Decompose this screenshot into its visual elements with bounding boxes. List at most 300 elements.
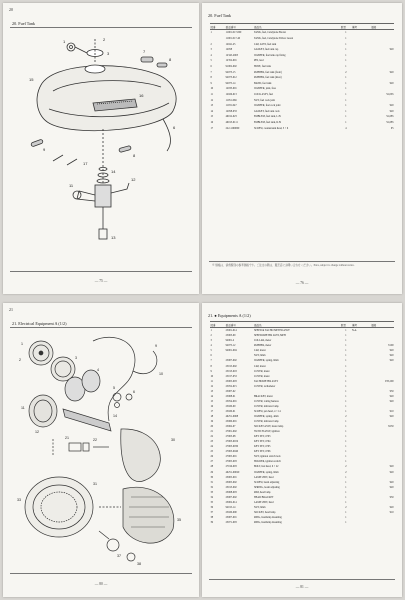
cell-ref-no: 7 (210, 359, 212, 363)
cell-ref-no: 35 (210, 500, 214, 504)
cell-price: ¥5 (390, 126, 394, 130)
cell-ref-no: 8 (210, 76, 212, 80)
cell-quantity: 2 (345, 505, 347, 509)
cell-description: COVER, indicator lamp (253, 420, 279, 424)
cell-description: HEAD BRACKET (253, 495, 274, 499)
cell-part-number: 92073-15 (225, 70, 236, 74)
col-part-no: 部品番号 (225, 322, 253, 328)
svg-text:1: 1 (21, 342, 23, 346)
cell-part-number: 23005-001 (225, 475, 237, 479)
cell-ref-no: 15 (210, 399, 214, 403)
col-qty: 数量 (340, 24, 351, 30)
svg-text:35: 35 (177, 518, 181, 522)
cell-ref-no: 7 (210, 70, 212, 74)
cell-quantity: 1 (345, 389, 347, 393)
cell-price: ¥250 (388, 425, 394, 429)
cell-part-number: 25054-001 (225, 399, 237, 403)
cell-description: EMBLEM, fuel tank, R.H. (253, 120, 282, 124)
svg-text:22: 22 (93, 438, 97, 442)
cell-ref-no: 23 (210, 440, 214, 444)
page-number: — 81 — (295, 585, 309, 589)
cell-price: ¥20 (389, 505, 394, 509)
cell-quantity: 1 (345, 329, 347, 333)
svg-text:8: 8 (169, 57, 172, 62)
col-ref-no: 図番 (210, 24, 225, 30)
section-title: 21. Electrical Equipment A (1/2) (12, 321, 67, 326)
cell-ref-no: 12 (210, 98, 214, 102)
cell-part-number: 92075-12 (225, 344, 236, 348)
cell-part-number: 12345-2003 (225, 53, 238, 57)
cell-ref-no: 37 (210, 510, 214, 514)
cell-quantity: 1 (345, 359, 347, 363)
cell-part-number: 92001-2 (225, 339, 235, 343)
cell-ref-no: 5 (210, 349, 212, 353)
cell-price: ¥20 (389, 399, 394, 403)
svg-text:13: 13 (111, 235, 116, 240)
cell-remarks (352, 125, 371, 131)
page-number: — 75 — (94, 279, 108, 283)
cell-ref-no: 16 (210, 404, 214, 408)
cell-price: ¥1,685 (386, 115, 394, 119)
col-remarks: 備考 (352, 24, 371, 30)
fuel-tank-exploded-diagram (23, 33, 188, 253)
cell-price: ¥50 (389, 389, 394, 393)
page-electrical-diagram (3, 303, 199, 597)
cell-quantity: 1 (345, 65, 347, 69)
cell-part-number: 27001-002 (225, 430, 237, 434)
cell-part-number: 92015-14 (225, 505, 236, 509)
cell-ref-no: 9 (210, 369, 212, 373)
header-rule (10, 27, 192, 28)
cell-description: TANK, fuel, Candytone Brown (253, 31, 286, 35)
cell-description: COCK ASSY, fuel (253, 93, 273, 97)
cell-ref-no: 39 (210, 520, 214, 524)
cell-description: BAND, fuel tank (253, 81, 272, 85)
svg-text:14: 14 (113, 414, 117, 418)
cell-ref-no: 10 (210, 374, 214, 378)
cell-price: ¥20 (389, 48, 394, 52)
price-footnote: ※ 価格は、消費税別の参考価格です。ご注文の際は、販売店にお問い合わせください。Price, subject to change without notice. (212, 264, 355, 267)
cell-ref-no: 24 (210, 445, 214, 449)
parts-table-body (210, 30, 394, 131)
cell-ref-no: 36 (210, 505, 214, 509)
cell-quantity: 1 (345, 364, 347, 368)
cell-description: COVER, indicator lamp (253, 404, 279, 408)
cell-ref-no: 17 (210, 126, 214, 130)
cell-ref-no: 2 (210, 42, 212, 46)
cell-part-number: 91002-002 (225, 65, 237, 69)
cell-description: WASHER, spring, 6mm (253, 359, 279, 363)
cell-description: CAP, meter (253, 349, 266, 353)
cell-quantity: 1 (345, 500, 347, 504)
cell-part-number: 92073-012 (225, 76, 237, 80)
svg-text:3: 3 (107, 51, 110, 56)
cell-description: TACHOMETER ASSY (253, 379, 279, 383)
cell-quantity: 1 (345, 399, 347, 403)
cell-description: WASHER, joint, fuse (253, 87, 276, 91)
cell-description: NUT, ignition switch lock (253, 455, 281, 459)
cell-price: ¥20 (389, 359, 394, 363)
cell-description: PIN, lead (253, 59, 264, 63)
page-number: — 76 — (295, 281, 309, 285)
page-corner-number: 21 (9, 307, 13, 312)
cell-quantity: 1 (345, 48, 347, 52)
cell-part-number: 27016-003 (225, 465, 237, 469)
section-title: 20. Fuel Tank (12, 21, 36, 26)
cell-description: SPRING, beam adjusting (253, 485, 280, 489)
svg-text:12: 12 (131, 177, 136, 182)
cell-quantity: 2 (345, 470, 347, 474)
cell-part-number: 23002-014 (225, 500, 237, 504)
svg-text:2: 2 (19, 358, 21, 362)
cell-quantity: 1 (345, 435, 347, 439)
page-equipment-parts-list (202, 303, 402, 597)
cell-part-number: 27003-08 (225, 435, 236, 439)
svg-text:15: 15 (29, 77, 34, 82)
svg-text:6: 6 (173, 125, 176, 130)
footer-rule (209, 261, 395, 262)
cell-description: HOSE, fuel tank (253, 65, 271, 69)
cell-ref-no: 12 (210, 384, 214, 388)
cell-ref-no: 20 (210, 425, 214, 429)
cell-description: BRACKET, meter (253, 394, 273, 398)
cell-ref-no: 3 (210, 339, 212, 343)
cell-description: WASHER, spring, 6mm (253, 470, 279, 474)
cell-quantity: 1 (345, 425, 347, 429)
page-corner-number: 20 (9, 7, 13, 12)
cell-price: ¥1,065 (386, 93, 394, 97)
cell-ref-no: 21 (210, 430, 214, 434)
col-remarks: 備考 (352, 322, 371, 328)
cell-quantity: 4 (345, 126, 347, 130)
col-price: 価格 (371, 24, 394, 30)
cell-part-number: 25007-002 (225, 359, 237, 363)
cell-ref-no: 3 (210, 48, 212, 52)
cell-quantity: 1 (345, 109, 347, 113)
cell-part-number: 25017-053 (225, 374, 237, 378)
cell-description: KEY SET, #704 (253, 440, 271, 444)
cell-description: LAMP UNIT, head (253, 475, 274, 479)
svg-text:12: 12 (35, 430, 39, 434)
svg-text:11: 11 (21, 406, 25, 410)
cell-part-number: 12058 (225, 48, 233, 52)
cell-ref-no: 13 (210, 104, 214, 108)
cell-price: ¥20 (389, 470, 394, 474)
cell-quantity: 2 (345, 415, 347, 418)
cell-quantity: 1 (345, 369, 347, 373)
cell-description: WASHER, fuel tank cap fixing (253, 53, 286, 57)
cell-part-number: 27003-0019 (225, 440, 238, 444)
cell-part-number: 25007-02 (225, 389, 236, 393)
svg-text:9: 9 (155, 344, 157, 348)
cell-ref-no: 6 (210, 65, 212, 69)
cell-ref-no: 15 (210, 115, 214, 119)
cell-price: ¥20 (389, 70, 394, 74)
cell-part-number: 27003-0030 (225, 445, 238, 449)
cell-description: WASHER, fuel cock joint (253, 104, 281, 108)
cell-ref-no: 19 (210, 420, 214, 424)
cell-quantity: 1 (345, 409, 347, 413)
cell-ref-no: 1 (210, 329, 212, 333)
cell-description: SWITCH ASSY, ignition (253, 430, 280, 434)
cell-description: TANK, fuel, Candytone Yellow Green (253, 37, 294, 41)
cell-description: NUT, 6mm (253, 505, 266, 509)
cell-ref-no: 8 (210, 364, 212, 368)
cell-description: WASHER, spring, 4mm (253, 415, 279, 418)
cell-quantity: 1 (345, 53, 347, 57)
svg-text:21: 21 (65, 436, 69, 440)
cell-part-number: 92001-004 (225, 349, 237, 353)
cell-price: ¥20 (389, 81, 394, 85)
cell-description: COVER, wiring harness (253, 399, 279, 403)
cell-price: ¥20 (389, 480, 394, 484)
parts-table-body (210, 328, 394, 525)
cell-part-number: 40251-00020 (225, 470, 240, 474)
svg-text:2: 2 (103, 37, 106, 42)
cell-description: RUBBER, meter (253, 344, 272, 348)
cell-quantity: 1 (345, 404, 347, 408)
parts-table (210, 321, 394, 525)
svg-text:33: 33 (17, 498, 21, 502)
cell-quantity: 1 (345, 374, 347, 378)
footer-rule (209, 579, 395, 580)
cell-part-number: 222-1290000 (225, 126, 240, 130)
cell-part-number: 11031-047 (225, 104, 237, 108)
page-number: — 80 — (94, 582, 108, 586)
svg-text:37: 37 (117, 554, 121, 558)
cell-ref-no: 4 (210, 53, 212, 57)
cell-price: ¥20 (389, 354, 394, 358)
cell-part-number: 25020-000 (225, 510, 237, 514)
cell-quantity: 1 (345, 485, 347, 489)
svg-text:7: 7 (143, 49, 146, 54)
cell-ref-no: 26 (210, 455, 214, 459)
cell-description: CAP, meter (253, 364, 266, 368)
cell-description: SCREW, countersunk head, 3 × 6 (253, 126, 289, 130)
cell-part-number: 23071-093 (225, 520, 237, 524)
cell-part-number: 25013-018 (225, 369, 237, 373)
cell-remarks: N.A. (352, 329, 357, 333)
cell-quantity: 1 (345, 450, 347, 454)
cell-part-number: 11051-066 (225, 98, 237, 102)
cell-description: CAP, ASSY, fuel tank (253, 42, 277, 46)
svg-text:10: 10 (159, 372, 163, 376)
footer-rule (10, 271, 192, 272)
cell-ref-no: 25 (210, 450, 214, 454)
cell-ref-no: 22 (210, 435, 214, 439)
cell-quantity: 1 (345, 455, 347, 459)
cell-part-number: 23007-001 (225, 515, 237, 519)
cell-quantity: 1 (345, 445, 347, 449)
svg-text:17: 17 (83, 161, 88, 166)
cell-ref-no: 34 (210, 495, 214, 499)
svg-text:9: 9 (43, 147, 46, 152)
cell-part-number: 11001-017-40 (225, 37, 240, 41)
cell-quantity: 1 (345, 42, 347, 46)
svg-text:16: 16 (139, 93, 144, 98)
cell-description: KEY SET, #705 (253, 445, 271, 449)
cell-ref-no: 6 (210, 354, 212, 358)
cell-ref-no: 14 (210, 109, 214, 113)
cell-part-number: 25020-00 (225, 404, 236, 408)
cell-ref-no: 29 (210, 470, 214, 474)
cell-ref-no: 10 (210, 87, 214, 91)
cell-description: RIM, head lamp (253, 490, 271, 494)
cell-part-number: 25062-07 (225, 425, 236, 429)
cell-ref-no: 11 (210, 379, 213, 383)
cell-description: BOLT, hex head, 6 × 22 (253, 465, 279, 469)
footer-rule (10, 573, 192, 574)
cell-price: ¥20 (389, 485, 394, 489)
cell-description: RING, headlamp mounting (253, 520, 282, 524)
cell-quantity: 1 (345, 349, 347, 353)
cell-quantity: 1 (345, 379, 347, 383)
cell-ref-no: 28 (210, 465, 214, 469)
cell-quantity: 1 (345, 490, 347, 494)
cell-price: ¥10 (389, 409, 394, 413)
cell-part-number: 25001-014 (225, 329, 237, 333)
cell-description: KEY SET, #703 (253, 435, 271, 439)
cell-part-number: 25020-01 (225, 409, 236, 413)
cell-price: ¥20 (389, 349, 394, 353)
cell-price: ¥35,200 (385, 379, 394, 383)
cell-part-number: 23005-002 (225, 480, 237, 484)
cell-ref-no: 16 (210, 120, 214, 124)
cell-part-number: 12026-013 (225, 93, 237, 97)
cell-part-number: 25005-003 (225, 379, 237, 383)
cell-description: COLLAR, meter (253, 339, 272, 343)
cell-ref-no: 4 (210, 344, 212, 348)
col-description: 部品名 (253, 24, 340, 30)
cell-part-number: 40251-0008 (225, 415, 238, 418)
cell-part-number: 25060-001 (225, 420, 237, 424)
col-part-no: 部品番号 (225, 24, 253, 30)
cell-part-number: 46013-0111 (225, 120, 238, 124)
cell-quantity: 1 (345, 384, 347, 388)
cell-quantity: 1 (345, 104, 347, 108)
col-qty: 数量 (340, 322, 351, 328)
cell-price: ¥50 (389, 495, 394, 499)
cell-description: GASKET, fuel tank cock (253, 109, 280, 113)
table-row (210, 125, 394, 131)
cell-ref-no: 9 (210, 81, 212, 85)
cell-ref-no: 38 (210, 515, 214, 519)
cell-quantity: 1 (345, 115, 347, 119)
col-description: 部品名 (253, 322, 340, 328)
cell-description: SCREW, beam adjusting (253, 480, 280, 484)
cell-part-number: 12033-001 (225, 87, 237, 91)
col-ref-no: 図番 (210, 322, 225, 328)
svg-text:31: 31 (93, 482, 97, 486)
cell-part-number: 46012-023 (225, 115, 237, 119)
cell-part-number: 25015-002 (225, 364, 237, 368)
parts-table (210, 23, 394, 131)
cell-description: SPEEDOMETER ASSY, MPH (253, 334, 286, 338)
cell-quantity: 1 (345, 430, 347, 434)
svg-text:11: 11 (69, 183, 74, 188)
svg-text:1: 1 (63, 39, 66, 44)
cell-part-number: 25008-01 (225, 394, 236, 398)
cell-quantity: 1 (345, 76, 347, 80)
svg-text:14: 14 (111, 169, 116, 174)
cell-ref-no: 17 (210, 409, 214, 413)
cell-quantity: 1 (345, 460, 347, 464)
cell-ref-no: 27 (210, 460, 214, 464)
cell-description: RUBBER, fuel tank (Rear) (253, 76, 282, 80)
cell-description: HOLDER, ignition switch (253, 460, 281, 464)
svg-text:6: 6 (133, 390, 135, 394)
cell-ref-no: 1 (210, 31, 212, 35)
cell-part-number: 23013-002 (225, 485, 237, 489)
cell-description: COVER, meter (253, 374, 270, 378)
cell-quantity: 1 (345, 520, 347, 524)
cell-part-number: 27003-0040 (225, 450, 238, 454)
cell-price: ¥20 (389, 104, 394, 108)
cell-description: GASKET, fuel tank cap (253, 48, 279, 52)
header-rule (10, 327, 192, 328)
cell-quantity: 1 (345, 37, 347, 41)
cell-quantity: 1 (345, 81, 347, 85)
cell-price (371, 520, 394, 525)
cell-part-number: 25052-015 (225, 384, 237, 388)
cell-ref-no: 13 (210, 389, 214, 393)
cell-part-number: 11001-017-000 (225, 31, 242, 35)
cell-ref-no: 33 (210, 490, 214, 494)
svg-text:38: 38 (137, 562, 141, 566)
table-row (210, 520, 394, 525)
cell-description: EMBLEM, fuel tank, L.H. (253, 115, 282, 119)
electrical-exploded-diagram (13, 331, 191, 571)
svg-text:30: 30 (171, 438, 175, 442)
cell-part-number: 27005-001 (225, 455, 237, 459)
cell-price: ¥1,685 (386, 120, 394, 124)
cell-description: SOCKET, head lamp (253, 510, 276, 514)
cell-description: SOCKET ASSY, meter lamp (253, 425, 284, 429)
cell-ref-no: 11 (210, 93, 213, 97)
cell-part-number: 12352-001 (225, 59, 237, 63)
cell-quantity: 1 (345, 510, 347, 514)
cell-part-number: 12058-033 (225, 109, 237, 113)
cell-quantity: 1 (345, 354, 347, 358)
cell-ref-no: 32 (210, 485, 214, 489)
cell-price: ¥20 (389, 109, 394, 113)
cell-part-number: 12041-25 (225, 42, 236, 46)
cell-description: COVER, tachometer (253, 384, 276, 388)
cell-description: RUBBER, fuel tank (front) (253, 70, 282, 74)
cell-quantity: 1 (345, 120, 347, 124)
cell-quantity: 1 (345, 334, 347, 338)
cell-part-number: 23007-002 (225, 495, 237, 499)
cell-description: LAMP UNIT, head (253, 500, 274, 504)
cell-quantity: 1 (345, 475, 347, 479)
cell-ref-no: 5 (210, 59, 212, 63)
cell-price: ¥20 (389, 394, 394, 398)
section-title: 21. ● Equipments A (1/2) (208, 313, 251, 318)
cell-ref-no: 2 (210, 334, 212, 338)
svg-text:8: 8 (133, 153, 136, 158)
cell-ref-no: 14 (210, 394, 214, 398)
cell-ref-no: 18 (210, 415, 214, 418)
cell-quantity: 1 (345, 515, 347, 519)
cell-price: ¥20 (389, 415, 394, 418)
page-fuel-tank-parts-list (202, 3, 402, 294)
cell-ref-no: 30 (210, 475, 214, 479)
cell-price: ¥10 (389, 510, 394, 514)
cell-quantity: 2 (345, 465, 347, 469)
cell-description: RING, headlamp mounting (253, 515, 282, 519)
cell-quantity: 1 (345, 31, 347, 35)
cell-quantity: 1 (345, 339, 347, 343)
